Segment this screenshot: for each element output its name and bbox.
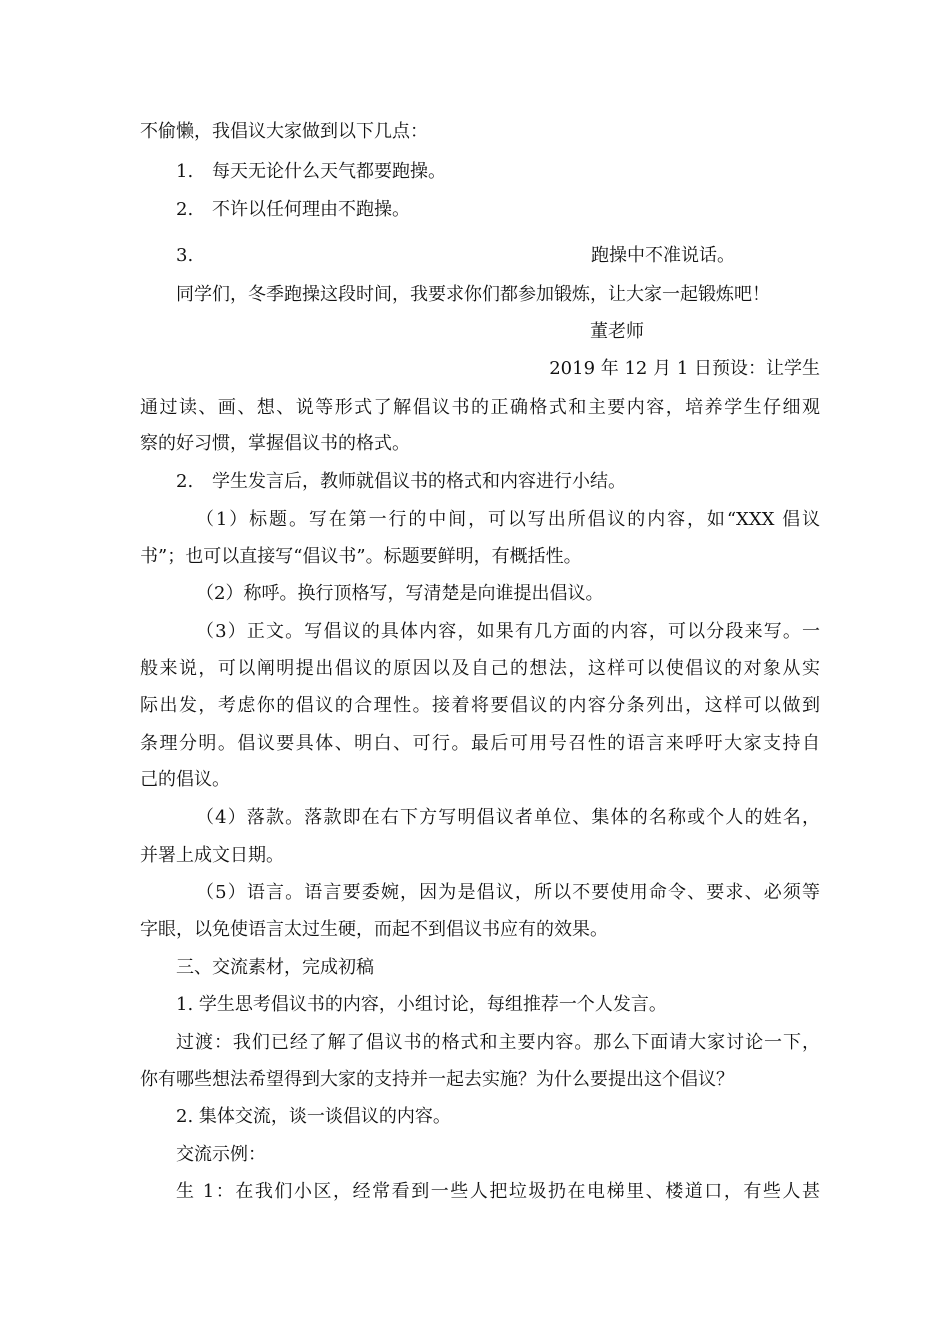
text-line: 2019 年 12 月 1 日预设：让学生 (549, 358, 820, 379)
list-item (176, 198, 820, 222)
list-text: 每天无论什么天气都要跑操。 (212, 161, 446, 182)
list-item (176, 160, 820, 184)
text-line: 书”；也可以直接写“倡议书”。标题要鲜明，有概括性。 (140, 546, 582, 567)
text-line: 条理分明。倡议要具体、明白、可行。最后可用号召性的语言来呼吁大家支持自 (140, 733, 820, 754)
list-item (176, 244, 820, 268)
list-text: 跑操中不准说话。 (591, 245, 735, 266)
list-text: 不许以任何理由不跑操。 (212, 199, 410, 220)
text-line: （4）落款。落款即在右下方写明倡议者单位、集体的名称或个人的姓名， (196, 807, 820, 828)
text-line: 过渡：我们已经了解了倡议书的格式和主要内容。那么下面请大家讨论一下， (176, 1032, 820, 1053)
list-text: 学生发言后，教师就倡议书的格式和内容进行小结。 (212, 471, 626, 492)
text-line: 同学们，冬季跑操这段时间，我要求你们都参加锻炼，让大家一起锻炼吧！ (176, 284, 770, 305)
text-line: 字眼，以免使语言太过生硬，而起不到倡议书应有的效果。 (140, 919, 608, 940)
list-number: 3. (176, 245, 194, 266)
text-line: 你有哪些想法希望得到大家的支持并一起去实施？为什么要提出这个倡议？ (140, 1069, 734, 1090)
list-item (176, 470, 820, 494)
text-line: 察的好习惯，掌握倡议书的格式。 (140, 433, 410, 454)
list-number: 2. (176, 471, 194, 492)
text-line: 并署上成文日期。 (140, 845, 284, 866)
text-line: 交流示例： (176, 1144, 266, 1165)
section-heading: 三、交流素材，完成初稿 (176, 957, 374, 978)
text-line: 己的倡议。 (140, 769, 230, 790)
text-line: 际出发，考虑你的倡议的合理性。接着将要倡议的内容分条列出，这样可以做到 (140, 695, 820, 716)
text-line: （5）语言。语言要委婉，因为是倡议，所以不要使用命令、要求、必须等 (196, 882, 820, 903)
text-line: 通过读、画、想、说等形式了解倡议书的正确格式和主要内容，培养学生仔细观 (140, 397, 820, 418)
text-line: （3）正文。写倡议的具体内容，如果有几方面的内容，可以分段来写。一 (196, 621, 820, 642)
text-line: 生 1：在我们小区，经常看到一些人把垃圾扔在电梯里、楼道口，有些人甚 (176, 1181, 820, 1202)
text-line: 般来说，可以阐明提出倡议的原因以及自己的想法，这样可以使倡议的对象从实 (140, 658, 820, 679)
text-line: 不偷懒，我倡议大家做到以下几点： (140, 121, 428, 142)
text-line: 2. 集体交流，谈一谈倡议的内容。 (176, 1106, 451, 1127)
text-line: （2）称呼。换行顶格写，写清楚是向谁提出倡议。 (196, 583, 604, 604)
text-line: （1）标题。写在第一行的中间，可以写出所倡议的内容，如“XXX 倡议 (196, 509, 820, 530)
list-number: 2. (176, 199, 194, 220)
list-number: 1. (176, 161, 194, 182)
signature: 董老师 (590, 321, 644, 342)
text-line: 1. 学生思考倡议书的内容，小组讨论，每组推荐一个人发言。 (176, 994, 667, 1015)
